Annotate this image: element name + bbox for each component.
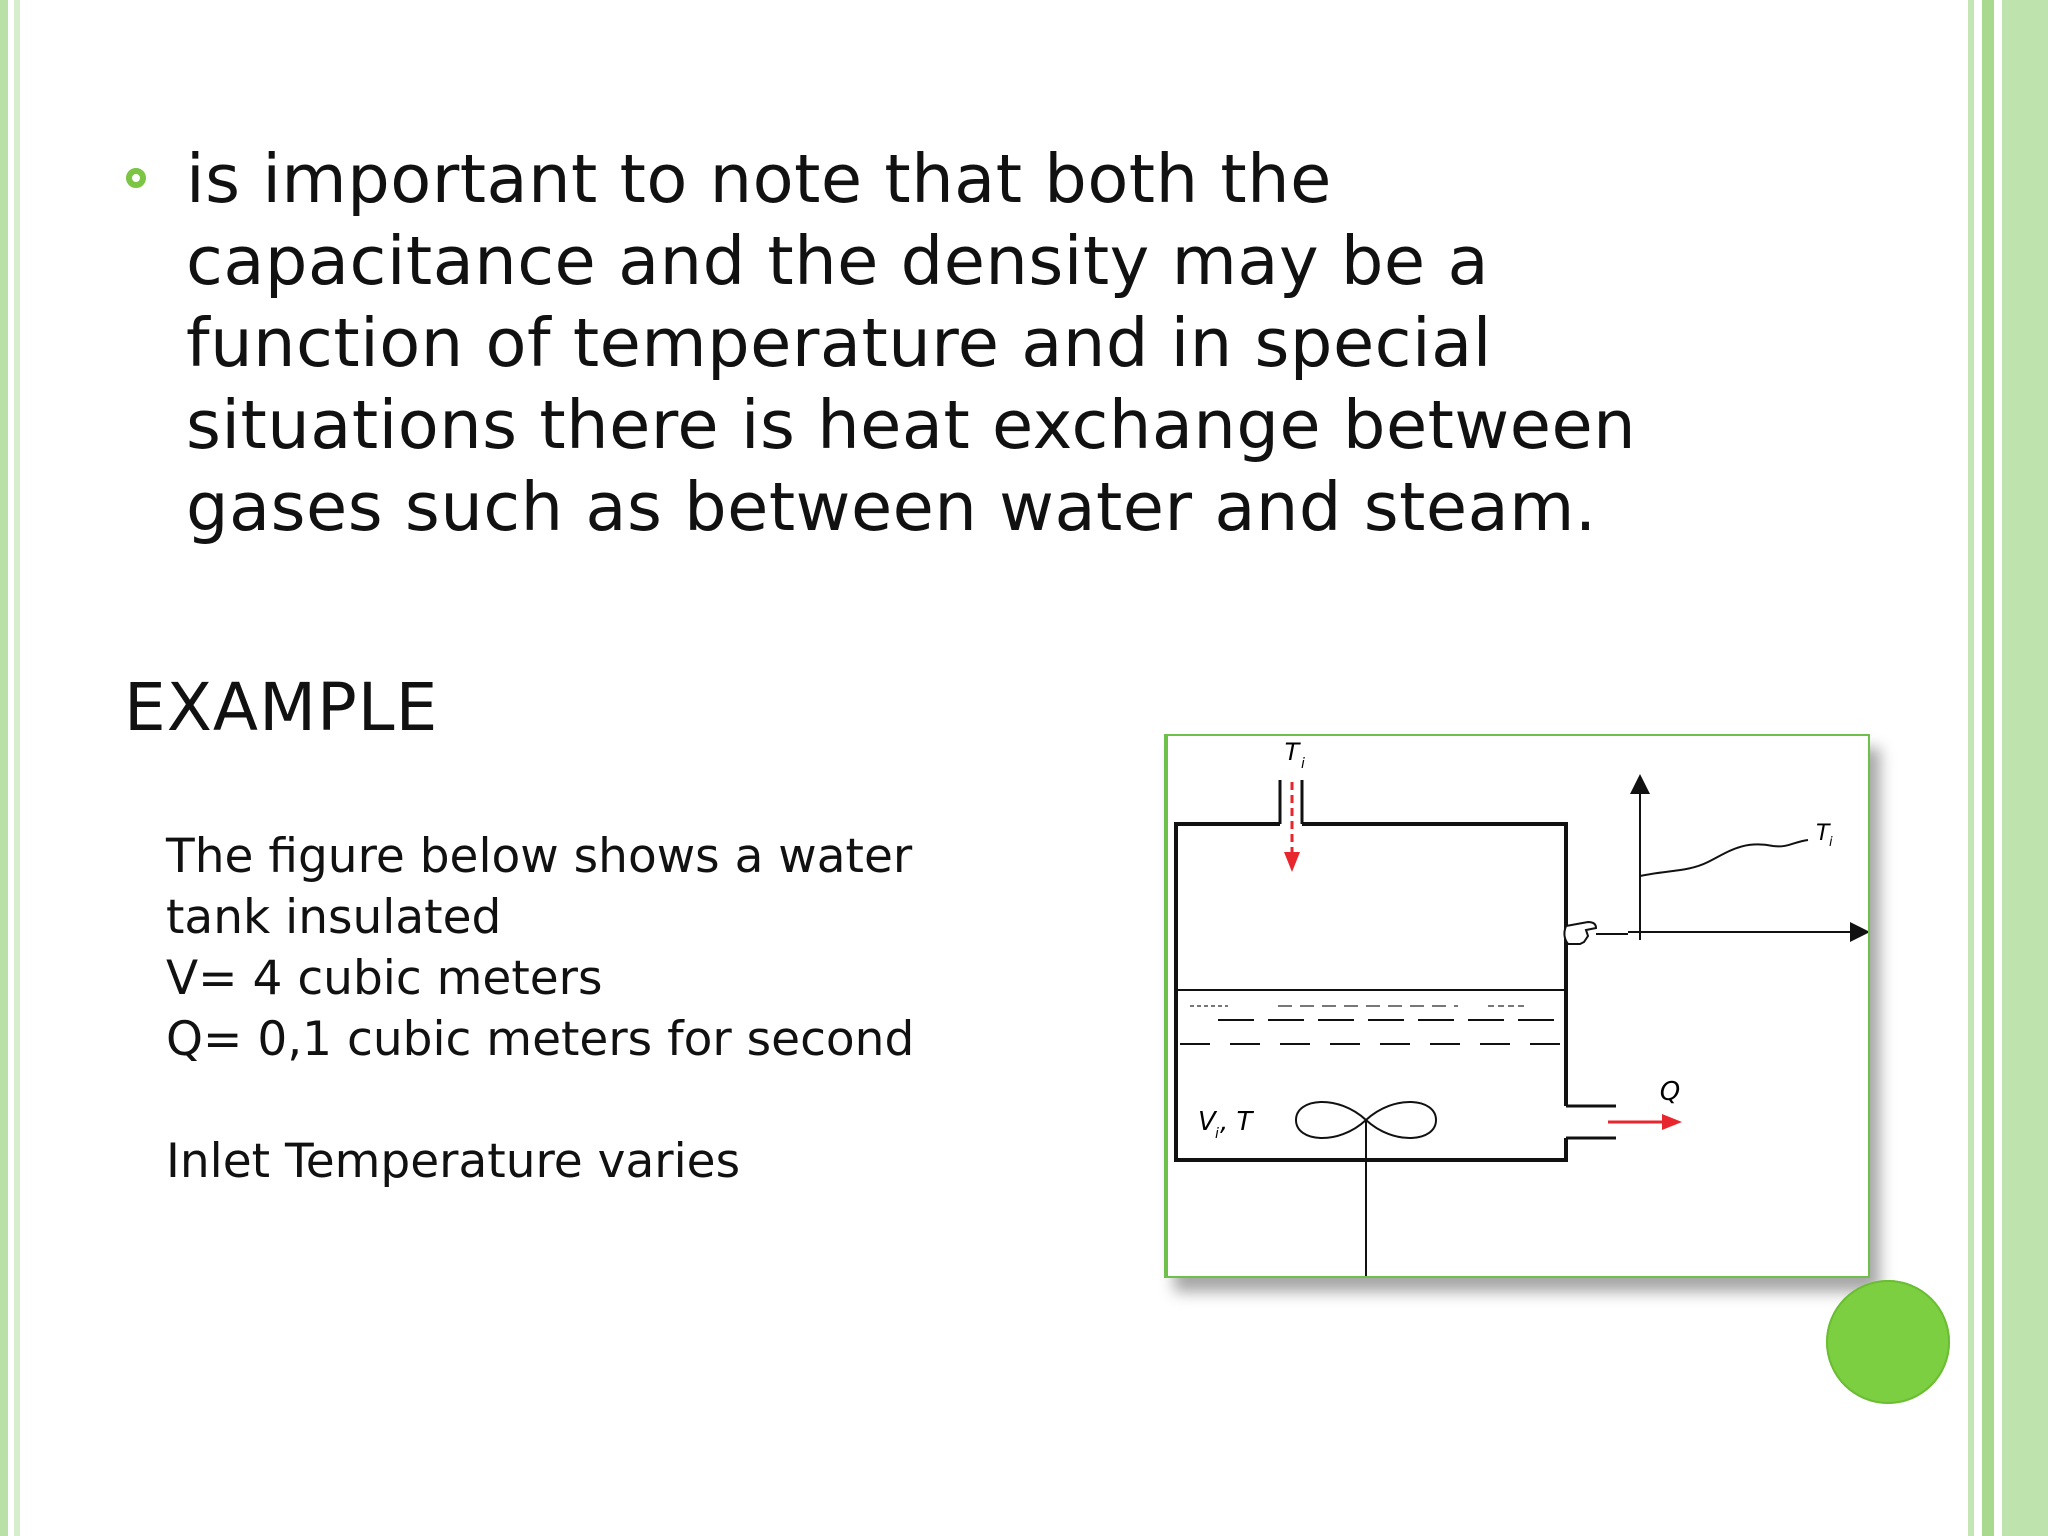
water-surface xyxy=(1178,990,1566,1044)
tank-diagram xyxy=(1168,736,1868,1276)
slide-border-left xyxy=(0,0,26,1536)
tank-volume-label: V xyxy=(1198,1107,1216,1137)
example-heading: EXAMPLE xyxy=(124,669,439,746)
inlet-flow-arrow xyxy=(1284,782,1300,872)
tank-diagram-figure xyxy=(1164,734,1870,1278)
graph-temperature-subscript: i xyxy=(1829,835,1833,850)
pointing-hand-icon xyxy=(1564,922,1628,944)
slide-border-right xyxy=(1960,0,2048,1536)
stirrer xyxy=(1296,1102,1436,1276)
outflow-arrow xyxy=(1608,1114,1682,1130)
tank-temperature-label: , T xyxy=(1220,1107,1253,1137)
bullet-text: is important to note that both the capacitance and the density may be a function of temperature and in special situations there is heat exchange between gases such as between water and steam. xyxy=(186,140,1637,546)
description-line: Q= 0,1 cubic meters for second xyxy=(166,1012,915,1067)
outflow-label: Q xyxy=(1659,1077,1681,1107)
inlet-temperature-subscript: i xyxy=(1301,756,1305,772)
description-line: The figure below shows a water xyxy=(166,829,913,884)
description-line: tank insulated xyxy=(166,890,502,945)
tank-volume-subscript: i xyxy=(1215,1126,1219,1142)
description-line: V= 4 cubic meters xyxy=(166,951,603,1006)
description-line xyxy=(166,1070,986,1131)
decorative-circle xyxy=(1826,1280,1950,1404)
example-description xyxy=(166,826,986,1192)
graph-temperature-label: T xyxy=(1816,821,1830,846)
bullet-ring-icon xyxy=(126,168,146,188)
inlet-temperature-label: T xyxy=(1284,738,1300,766)
temperature-graph xyxy=(1628,776,1868,940)
description-line: Inlet Temperature varies xyxy=(166,1134,741,1189)
